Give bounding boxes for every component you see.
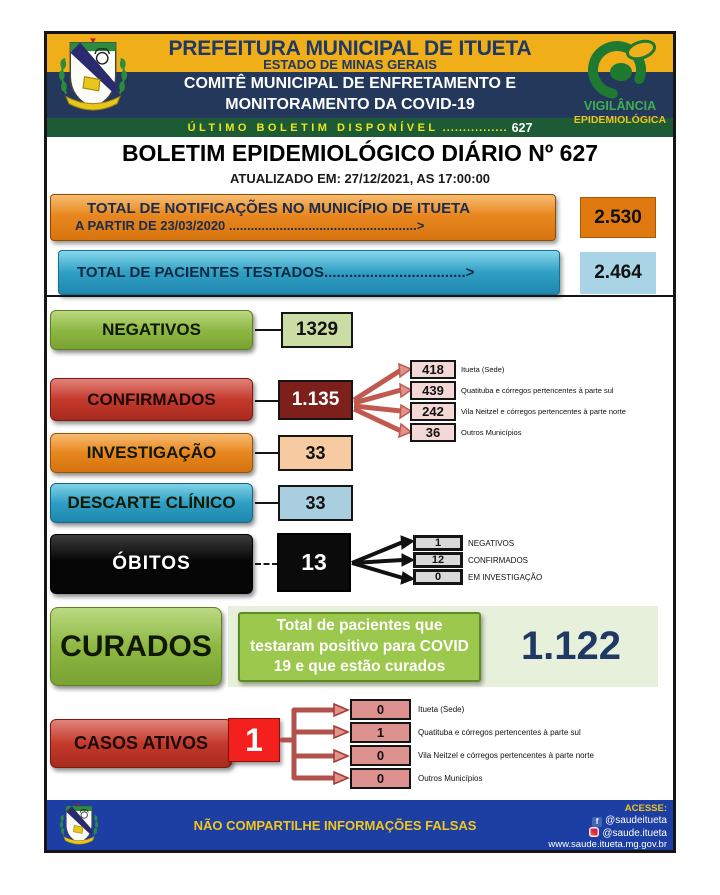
ativos-sede-value: 0: [350, 699, 411, 720]
negativos-button: NEGATIVOS: [50, 310, 253, 350]
footer-website: www.saude.itueta.mg.gov.br: [548, 839, 667, 850]
confirmados-value: 1.135: [278, 380, 353, 420]
obitos-button: ÓBITOS: [50, 534, 253, 594]
casos-ativos-arrows: [280, 694, 352, 794]
facebook-handle: @saudeitueta: [605, 814, 667, 826]
curados-description: Total de pacientes que testaram positivo para COVID 19 e que estão curados: [238, 612, 481, 682]
tested-value: 2.464: [580, 252, 656, 294]
bulletin-frame: [44, 31, 676, 853]
footer-access-label: ACESSE:: [624, 803, 667, 814]
obitos-negativos-label: NEGATIVOS: [468, 539, 515, 548]
obitos-investigacao-value: 0: [413, 569, 463, 585]
confirmados-sede-label: Itueta (Sede): [461, 365, 505, 374]
notifications-line2: A PARTIR DE 23/03/2020 ....................................................>: [75, 218, 425, 233]
bulletin-updated: ATUALIZADO EM: 27/12/2021, AS 17:00:00: [229, 171, 491, 186]
last-bulletin-label: ÚLTIMO BOLETIM DISPONÍVEL: [187, 121, 439, 134]
obitos-confirmados-value: 12: [413, 552, 463, 568]
vigilancia-text: VIGILÂNCIA: [583, 99, 657, 113]
ativos-neitzel-label: Vila Neitzel e córregos pertencentes à parte norte: [418, 751, 594, 760]
ativos-quatituba-label: Quatituba e córregos pertencentes à parte sul: [418, 728, 581, 737]
last-bulletin-number: 627: [511, 120, 533, 135]
descarte-clinico-button: DESCARTE CLÍNICO: [50, 483, 253, 523]
casos-ativos-value: 1: [228, 718, 280, 762]
footer-crest-icon: [57, 803, 101, 847]
footer-bar: [47, 800, 673, 850]
vigilancia-epidemiologica-logo: [569, 36, 671, 136]
negativos-value: 1329: [281, 312, 353, 348]
investigacao-button: INVESTIGAÇÃO: [50, 433, 253, 473]
confirmados-arrows: [353, 360, 411, 438]
obitos-negativos-value: 1: [413, 535, 463, 551]
government-title: PREFEITURA MUNICIPAL DE ITUETA: [168, 37, 532, 60]
footer-links: [548, 803, 667, 851]
footer-facebook: [548, 815, 667, 827]
curados-button: CURADOS: [50, 607, 222, 686]
confirmados-outros-value: 36: [410, 423, 456, 442]
instagram-icon: [589, 827, 599, 837]
ativos-neitzel-value: 0: [350, 745, 411, 766]
notifications-value: 2.530: [580, 197, 656, 238]
notifications-line1: TOTAL DE NOTIFICAÇÕES NO MUNICÍPIO DE ITUETA: [87, 200, 471, 217]
facebook-icon: f: [592, 817, 602, 827]
epidemiologica-text: EPIDEMIOLÓGICA: [573, 114, 667, 126]
ativos-outros-label: Outros Municípios: [418, 774, 483, 783]
tested-label: TOTAL DE PACIENTES TESTADOS..................................>: [77, 264, 475, 281]
ativos-outros-value: 0: [350, 768, 411, 789]
descarte-value: 33: [278, 485, 353, 521]
obitos-confirmados-label: CONFIRMADOS: [468, 556, 528, 565]
ativos-quatituba-value: 1: [350, 722, 411, 743]
negativos-connector: [255, 329, 281, 331]
confirmados-neitzel-value: 242: [410, 402, 456, 421]
obitos-arrows: [351, 534, 415, 590]
curados-value: 1.122: [520, 623, 622, 668]
footer-message: NÃO COMPARTILHE INFORMAÇÕES FALSAS: [193, 817, 477, 833]
municipal-crest-icon: [53, 37, 133, 115]
confirmados-sede-value: 418: [410, 360, 456, 379]
obitos-connector: [255, 563, 278, 565]
confirmados-quatituba-label: Quatituba e córregos pertencentes à parte sul: [461, 386, 614, 395]
confirmados-neitzel-label: Vila Neitzel e córregos pertencentes à parte norte: [461, 407, 626, 416]
committee-line1: COMITÊ MUNICIPAL DE ENFRETAMENTO E: [183, 75, 517, 92]
confirmados-quatituba-value: 439: [410, 381, 456, 400]
obitos-value: 13: [277, 533, 351, 592]
bulletin-title: BOLETIM EPIDEMIOLÓGICO DIÁRIO Nº 627: [121, 140, 599, 166]
instagram-handle: @saude.itueta: [602, 827, 667, 839]
confirmados-outros-label: Outros Municípios: [461, 428, 522, 437]
ativos-sede-label: Itueta (Sede): [418, 705, 465, 714]
confirmados-connector: [255, 400, 278, 402]
last-bulletin-dots: ................: [442, 121, 508, 134]
descarte-connector: [255, 502, 278, 504]
obitos-investigacao-label: EM INVESTIGAÇÃO: [468, 573, 543, 582]
footer-instagram: [548, 827, 667, 840]
casos-ativos-button: CASOS ATIVOS: [50, 719, 232, 768]
tested-bar: [58, 250, 560, 295]
state-subtitle: ESTADO DE MINAS GERAIS: [263, 57, 437, 72]
investigacao-connector: [255, 452, 278, 454]
section-divider: [47, 295, 673, 297]
notifications-bar: [50, 194, 556, 241]
investigacao-value: 33: [278, 435, 353, 471]
confirmados-button: CONFIRMADOS: [50, 378, 253, 421]
committee-line2: MONITORAMENTO DA COVID-19: [225, 96, 475, 113]
